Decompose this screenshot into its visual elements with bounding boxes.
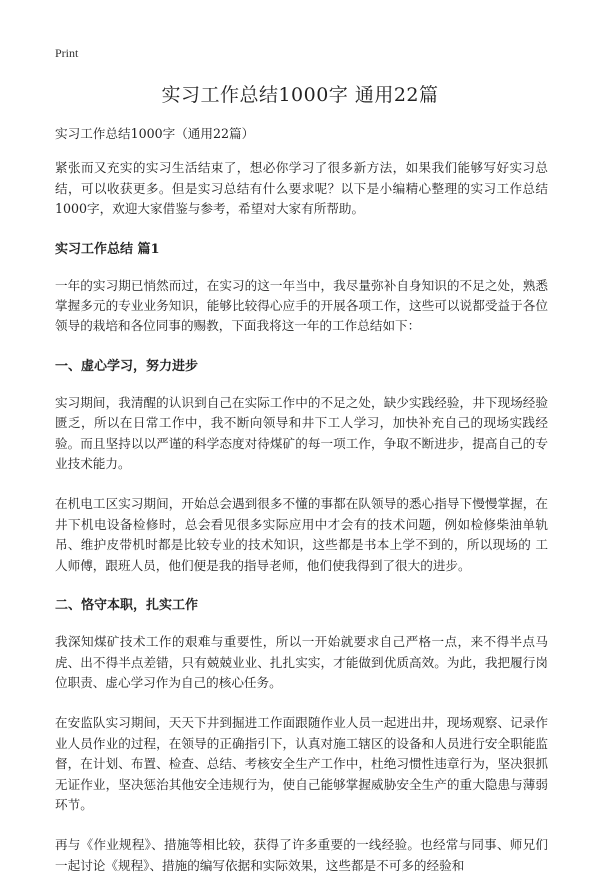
section-intro-paragraph: 一年的实习期已悄然而过，在实习的这一年当中，我尽量弥补自身知识的不足之处，熟悉掌握多元的专业业务知识，能够比较得心应手的开展各项工作，这些可以说都受益于各位领导的栽培和各位同事的赐教，下面我将这一年的工作总结如下： bbox=[55, 277, 548, 334]
part2-paragraph-3: 再与《作业规程》、措施等相比较，获得了许多重要的一线经验。也经常与同事、师兄们一起讨论《规程》、措施的编写依据和实际效果，这些都是不可多的经验和 bbox=[55, 837, 548, 873]
part1-paragraph-1: 实习期间，我清醒的认识到自己在实际工作中的不足之处，缺少实践经验，井下现场经验匮乏，所以在日常工作中，我不断向领导和井下工人学习，加快补充自己的现场实践经验。而且坚持以以严谨的科学态度对待煤矿的每一项工作，争取不断进步，提高自己的专业技术能力。 bbox=[55, 394, 548, 472]
intro-paragraph: 紧张而又充实的实习生活结束了，想必你学习了很多新方法，如果我们能够写好实习总结，可以收获更多。但是实习总结有什么要求呢？以下是小编精心整理的实习工作总结1000字，欢迎大家借鉴与参考，希望对大家有所帮助。 bbox=[55, 160, 548, 217]
part1-paragraph-2: 在机电工区实习期间，开始总会遇到很多不懂的事都在队领导的悉心指导下慢慢掌握，在井下机电设备检修时，总会看见很多实际应用中才会有的技术问题，例如检修柴油单轨吊、维护皮带机时都是比较专业的技术知识，这些都是书本上学不到的，所以现场的 工人师傅，跟班人员，他们便是我的指导老师，他们使我得到了很大的进步。 bbox=[55, 496, 548, 573]
print-link[interactable]: Print bbox=[55, 46, 79, 60]
section-heading: 实习工作总结 篇1 bbox=[55, 241, 160, 257]
page-title: 实习工作总结1000字 通用22篇 bbox=[161, 84, 439, 106]
subtitle: 实习工作总结1000字（通用22篇） bbox=[55, 126, 255, 141]
part1-heading: 一、虚心学习，努力进步 bbox=[55, 358, 199, 374]
article-body bbox=[55, 124, 548, 896]
part2-paragraph-2: 在安监队实习期间，天天下井到掘进工作面跟随作业人员一起进出井，现场观察、记录作业人员作业的过程，在领导的正确指引下，认真对施工辖区的设备和人员进行安全职能监督，在计划、布置、检查、总结、考核安全生产工作中，杜绝习惯性违章行为，坚决狠抓无证作业，坚决惩治其他安全违规行为，使自己能够掌握威胁安全生产的重大隐患与薄弱环节。 bbox=[55, 715, 548, 812]
part2-heading: 二、恪守本职，扎实工作 bbox=[55, 598, 199, 614]
part2-paragraph-1: 我深知煤矿技术工作的艰难与重要性，所以一开始就要求自己严格一点，来不得半点马虎、出不得半点差错，只有兢兢业业、扎扎实实，才能做到优质高效。为此，我把履行岗位职责、虚心学习作为自己的核心任务。 bbox=[55, 634, 548, 690]
